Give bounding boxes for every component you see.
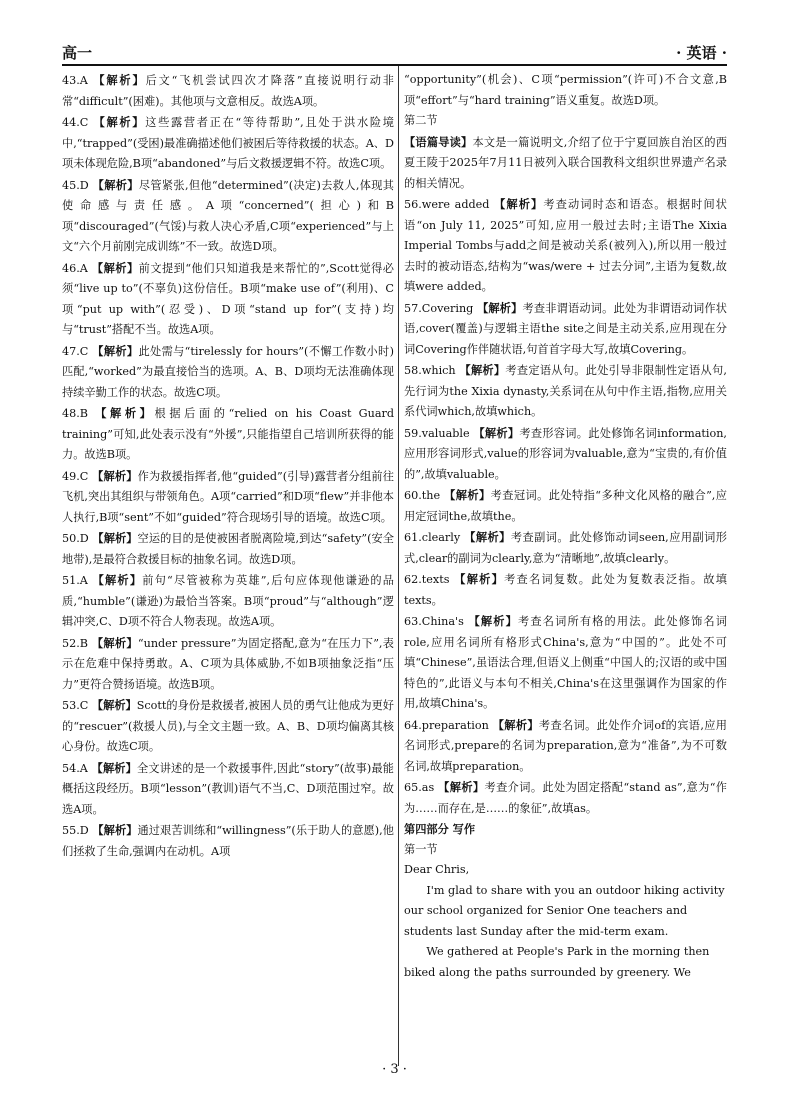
answer-word: which [421, 364, 460, 377]
analysis-tag: 【解析】 [444, 488, 491, 502]
answer-number: 59. [404, 426, 422, 440]
answer-number: 63. [404, 615, 422, 628]
left-column [62, 70, 394, 862]
analysis-tag: 【解析】 [91, 260, 139, 275]
essay-salutation: Dear Chris, [404, 863, 470, 876]
answer-explanation: 前文提到“他们只知道我是来帮忙的”,Scott觉得必须“live up to”(不辜负)这份信任。B项“make use of”(利用)、C项“put up with”(忍受)、D项“stand up for”(支持)均与“trust”搭配不当。故选A项。 [62, 261, 394, 336]
answer-explanation: 考查介词。此处为固定搭配“stand as”,意为“作为……而存在,是……的象征”,故填as。 [404, 781, 727, 815]
answer-item [62, 758, 394, 821]
answer-item [62, 112, 394, 175]
answer-explanation: 后文“飞机尝试四次才降落”直接说明行动非常“difficult”(困难)。其他项与文意相反。故选A项。 [62, 74, 394, 108]
section-heading: 第一节 [404, 842, 438, 856]
answer-list [404, 194, 727, 819]
answer-number: 60. [404, 489, 422, 502]
answer-explanation: 考查非谓语动词。此处为非谓语动词作状语,cover(覆盖)与逻辑主语the site之间是主动关系,应用现在分词Covering作伴随状语,句首首字母大写,故填Covering。 [404, 301, 727, 356]
grade-label: 高一 [62, 44, 93, 62]
answer-item [62, 258, 394, 341]
right-column [404, 70, 727, 983]
answer-item [404, 527, 727, 569]
answer-number: 61. [404, 531, 422, 544]
answer-item [404, 777, 727, 819]
page-number: · 3 · [382, 1062, 407, 1077]
essay-paragraph: I'm glad to share with you an outdoor hiking activity our school organized for Senior One teachers and students last Sunday after the mid-term exam. [404, 883, 725, 938]
answer-number: 53.C [62, 699, 92, 712]
analysis-tag: 【解析】 [91, 635, 138, 650]
answer-number: 56. [404, 198, 422, 211]
answer-number: 51.A [62, 574, 93, 587]
answer-explanation: 考查名词复数。此处为复数表泛指。故填texts。 [404, 573, 727, 607]
answer-word: texts [421, 573, 455, 586]
analysis-tag: 【解析】 [91, 760, 137, 775]
answer-item [62, 175, 394, 258]
answer-word: as [421, 781, 439, 794]
guide-tag: 【语篇导读】 [404, 134, 473, 149]
answer-number: 57. [404, 301, 422, 315]
answer-explanation: “under pressure”为固定搭配,意为“在压力下”,表示在危难中保持勇敢。A、C项为具体威胁,不如B项抽象泛指“压力”更符合赞扬语境。故选B项。 [62, 636, 394, 691]
answer-item [404, 611, 727, 715]
answer-item [62, 341, 394, 404]
answer-item [62, 633, 394, 696]
part-heading: 第四部分 写作 [404, 822, 476, 836]
answer-word: China's [421, 615, 469, 628]
answer-explanation: 全文讲述的是一个救援事件,因此“story”(故事)最能概括这段经历。B项“lesson”(教训)语气不当,C、D项范围过窄。故选A项。 [62, 761, 394, 816]
answer-item [404, 298, 727, 361]
answer-number: 54.A [62, 761, 92, 775]
answer-number: 55.D [62, 824, 93, 837]
analysis-tag: 【解析】 [454, 572, 505, 586]
analysis-tag: 【解析】 [92, 823, 138, 837]
analysis-tag: 【解析】 [492, 717, 539, 732]
answer-explanation: 通过艰苦训练和“willingness”(乐于助人的意愿),他们拯救了生命,强调内在动机。A项 [62, 824, 394, 858]
analysis-tag: 【解析】 [473, 425, 520, 440]
answer-number: 65. [404, 781, 422, 794]
answer-number: 44.C [62, 116, 94, 129]
answer-item [404, 194, 727, 298]
answer-word: valuable [421, 426, 474, 440]
answer-number: 43.A [62, 74, 94, 87]
answer-continuation: “opportunity”(机会)、C项“permission”(许可)不合文意,B项“effort”与“hard training”语义重复。故选D项。 [404, 73, 727, 107]
analysis-tag: 【解析】 [93, 115, 146, 129]
answer-number: 50.D [62, 532, 93, 545]
answer-explanation: 考查冠词。此处特指“多种文化风格的融合”,应用定冠词the,故填the。 [404, 489, 727, 523]
answer-explanation: 考查形容词。此处修饰名词information,应用形容词形式,value的形容词为valuable,意为“宝贵的,有价值的”,故填valuable。 [404, 426, 727, 481]
answer-word: Covering [421, 301, 478, 315]
answer-number: 46.A [62, 261, 92, 275]
answer-number: 49.C [62, 469, 93, 483]
answer-item [62, 570, 394, 633]
answer-explanation: 考查副词。此处修饰动词seen,应用副词形式,clear的副词为clearly,意为“清晰地”,故填clearly。 [404, 531, 727, 565]
answer-word: clearly [421, 531, 465, 544]
answer-word: preparation [421, 718, 493, 732]
answer-explanation: 根据后面的“relied on his Coast Guard training”可知,此处表示没有“外援”,只能指望自己培训所获得的能力。故选B项。 [62, 407, 394, 461]
answer-explanation: 考查动词时态和语态。根据时间状语“on July 11, 2025”可知,应用一般过去时;主语The Xixia Imperial Tombs与add之间是被动关系(被列入),所以用一般过去时的被动语态,结构为“was/were + 过去分词”,主语为复数,故填were added。 [404, 198, 727, 293]
answer-number: 47.C [62, 344, 93, 358]
analysis-tag: 【解析】 [464, 530, 511, 544]
answer-number: 45.D [62, 178, 93, 192]
answer-explanation: 尽管紧张,但他“determined”(决定)去救人,体现其使命感与责任感。A项“concerned”(担心)和B项“discouraged”(气馁)与救人决心矛盾,C项“experienced”与上文“六个月前刚完成训练”不一致。故选D项。 [62, 178, 394, 253]
answer-explanation: 空运的目的是使被困者脱离险境,到达“safety”(安全地带),是最符合救援目标的抽象名词。故选D项。 [62, 532, 394, 566]
answer-item [62, 528, 394, 570]
answer-number: 62. [404, 573, 422, 586]
analysis-tag: 【解析】 [95, 406, 155, 420]
answer-explanation: Scott的身份是救援者,被困人员的勇气让他成为更好的“rescuer”(救援人员),与全文主题一致。A、B、D项均偏离其核心身份。故选C项。 [62, 699, 394, 753]
analysis-tag: 【解析】 [93, 73, 146, 87]
answer-item [404, 360, 727, 423]
essay-paragraph: We gathered at People's Park in the morning then biked along the paths surrounded by greenery. We [404, 945, 710, 979]
analysis-tag: 【解析】 [438, 780, 485, 794]
analysis-tag: 【解析】 [459, 363, 506, 377]
analysis-tag: 【解析】 [494, 197, 544, 211]
answer-explanation: 考查名词所有格的用法。此处修饰名词role,应用名词所有格形式China's,意为“中国的”。此处不可填“Chinese”,虽语法合理,但语义上侧重“中国人的;汉语的或中国特色的”,此语义与本句不相关,China's在这里强调作为国家的作用,故填China's。 [404, 615, 727, 710]
answer-number: 52.B [62, 636, 92, 650]
answer-explanation: 考查定语从句。此处引导非限制性定语从句,先行词为the Xixia dynasty,关系词在从句中作主语,指物,应用关系代词which,故填which。 [404, 364, 727, 418]
answer-explanation: 这些露营者正在“等待帮助”,且处于洪水险境中,“trapped”(受困)最准确描述他们被困后等待救援的状态。A、D项未体现危险,B项“abandoned”与后文救援逻辑不符。故选C项。 [62, 116, 394, 170]
answer-explanation: 前句“尽管被称为英雄”,后句应体现他谦逊的品质,“humble”(谦逊)为最恰当答案。B项“proud”与“although”逻辑冲突,C、D项不符合人物表现。故选A项。 [62, 574, 394, 628]
answer-item [62, 466, 394, 529]
answer-item [404, 485, 727, 527]
analysis-tag: 【解析】 [477, 300, 523, 315]
answer-number: 58. [404, 364, 422, 377]
answer-explanation: 作为救援指挥者,他“guided”(引导)露营者分组前往飞机,突出其组织与带领角色。A项“carried”和D项“flew”并非他本人执行,B项“sent”不如“guided”符合现场引导的语境。故选C项。 [62, 469, 394, 524]
answer-word: the [421, 489, 445, 502]
section-heading: 第二节 [404, 114, 438, 127]
answer-item [62, 695, 394, 758]
answer-number: 48.B [62, 407, 96, 420]
analysis-tag: 【解析】 [92, 573, 143, 587]
guide-text: 本文是一篇说明文,介绍了位于宁夏回族自治区的西夏王陵于2025年7月11日被列入联合国教科文组织世界遗产名录的相关情况。 [404, 135, 727, 190]
answer-word: were added [421, 198, 495, 211]
page-header [62, 40, 727, 66]
answer-item [62, 820, 394, 862]
answer-item [404, 569, 727, 611]
answer-item [404, 423, 727, 486]
analysis-tag: 【解析】 [91, 698, 137, 712]
analysis-tag: 【解析】 [468, 614, 519, 628]
answer-explanation: 此处需与“tirelessly for hours”(不懈工作数小时)匹配,“worked”为最直接恰当的选项。A、B、D项均无法准确体现持续辛勤工作的状态。故选C项。 [62, 344, 394, 399]
answer-item [62, 403, 394, 466]
answer-item [62, 70, 394, 112]
passage-guide [404, 132, 727, 195]
answer-number: 64. [404, 718, 422, 732]
answer-explanation: 考查名词。此处作介词of的宾语,应用名词形式,prepare的名词为preparation,意为“准备”,为不可数名词,故填preparation。 [404, 718, 727, 773]
column-divider [398, 66, 399, 1066]
analysis-tag: 【解析】 [92, 177, 139, 192]
analysis-tag: 【解析】 [92, 531, 138, 545]
analysis-tag: 【解析】 [92, 468, 138, 483]
analysis-tag: 【解析】 [92, 343, 139, 358]
answer-item [404, 715, 727, 778]
subject-label: · 英语 · [676, 44, 727, 62]
